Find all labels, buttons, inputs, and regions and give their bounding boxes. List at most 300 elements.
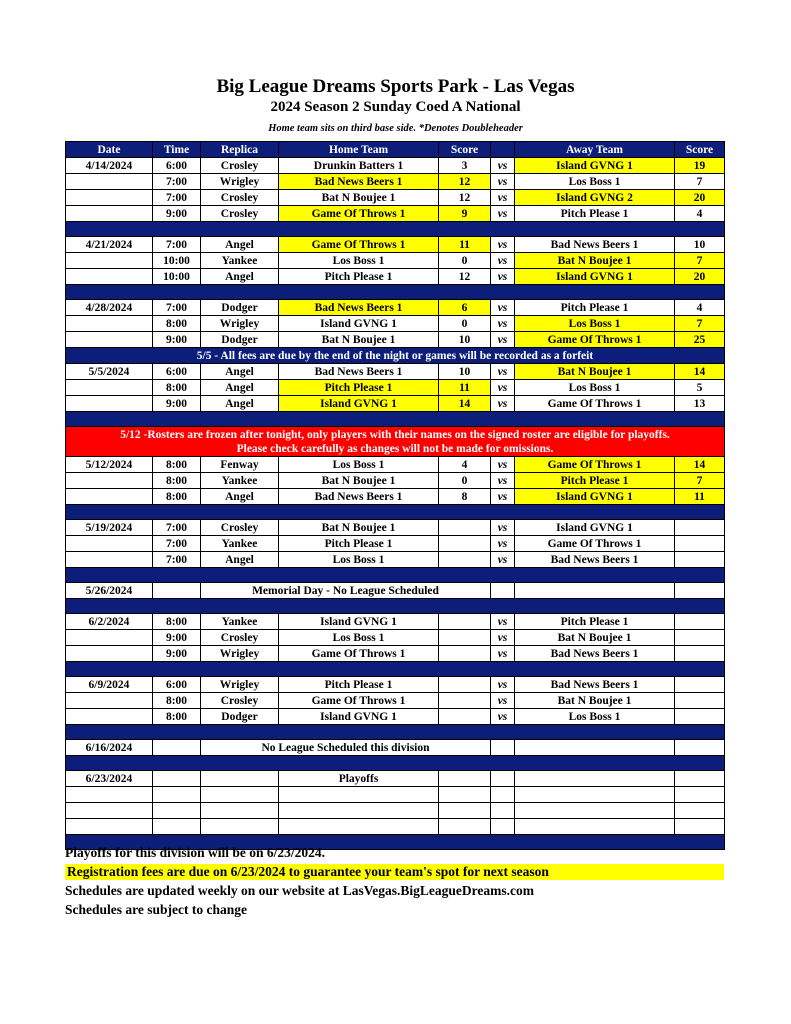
game-date — [66, 819, 153, 835]
game-time: 9:00 — [153, 646, 201, 662]
away-team — [515, 819, 675, 835]
home-team: Game Of Throws 1 — [279, 646, 439, 662]
away-team: Bat N Boujee 1 — [515, 630, 675, 646]
away-team: Island GVNG 2 — [515, 190, 675, 206]
schedule-body — [66, 158, 725, 850]
game-replica: Angel — [201, 489, 279, 505]
game-date: 5/12/2024 — [66, 457, 153, 473]
away-score — [675, 819, 725, 835]
vs-cell: vs — [491, 693, 515, 709]
home-score: 11 — [439, 380, 491, 396]
game-date: 5/5/2024 — [66, 364, 153, 380]
separator-cell — [66, 568, 725, 583]
game-time — [153, 787, 201, 803]
empty-row — [66, 803, 725, 819]
home-score — [439, 803, 491, 819]
home-team: Pitch Please 1 — [279, 536, 439, 552]
game-date — [66, 646, 153, 662]
game-time — [153, 819, 201, 835]
home-team: Los Boss 1 — [279, 552, 439, 568]
game-replica: Angel — [201, 364, 279, 380]
game-row — [66, 206, 725, 222]
away-team: Bad News Beers 1 — [515, 646, 675, 662]
home-score: 11 — [439, 237, 491, 253]
game-replica: Wrigley — [201, 174, 279, 190]
game-replica: Wrigley — [201, 646, 279, 662]
vs-cell — [491, 819, 515, 835]
away-score — [675, 740, 725, 756]
away-score: 20 — [675, 269, 725, 285]
game-date — [66, 536, 153, 552]
away-team — [515, 771, 675, 787]
away-team: Los Boss 1 — [515, 380, 675, 396]
roster-alert-row — [66, 427, 725, 443]
away-team: Bad News Beers 1 — [515, 552, 675, 568]
vs-cell — [491, 787, 515, 803]
game-row — [66, 614, 725, 630]
home-team: Bat N Boujee 1 — [279, 332, 439, 348]
home-team: Bad News Beers 1 — [279, 364, 439, 380]
home-score — [439, 819, 491, 835]
away-score — [675, 709, 725, 725]
away-score: 7 — [675, 473, 725, 489]
home-team: Game Of Throws 1 — [279, 237, 439, 253]
game-row — [66, 174, 725, 190]
game-replica: Crosley — [201, 630, 279, 646]
game-time: 8:00 — [153, 693, 201, 709]
game-date: 5/19/2024 — [66, 520, 153, 536]
vs-cell: vs — [491, 552, 515, 568]
away-team — [515, 787, 675, 803]
no-games-row — [66, 740, 725, 756]
home-score — [439, 520, 491, 536]
away-team: Game Of Throws 1 — [515, 332, 675, 348]
game-time — [153, 803, 201, 819]
away-score — [675, 693, 725, 709]
game-replica: Angel — [201, 552, 279, 568]
home-team: Bat N Boujee 1 — [279, 473, 439, 489]
game-date — [66, 316, 153, 332]
away-score: 13 — [675, 396, 725, 412]
home-score: 3 — [439, 158, 491, 174]
vs-cell: vs — [491, 677, 515, 693]
game-row — [66, 316, 725, 332]
home-team: Island GVNG 1 — [279, 316, 439, 332]
away-team: Bat N Boujee 1 — [515, 693, 675, 709]
vs-cell: vs — [491, 174, 515, 190]
game-date — [66, 380, 153, 396]
away-score — [675, 771, 725, 787]
game-replica: Angel — [201, 269, 279, 285]
roster-alert-text: 5/12 -Rosters are frozen after tonight, only players with their names on the signed roster are eligible for playoffs. — [66, 427, 725, 443]
game-date — [66, 332, 153, 348]
game-row — [66, 457, 725, 473]
home-team: Bat N Boujee 1 — [279, 190, 439, 206]
home-team: Pitch Please 1 — [279, 269, 439, 285]
game-replica: Dodger — [201, 709, 279, 725]
vs-cell: vs — [491, 536, 515, 552]
game-row — [66, 646, 725, 662]
away-score: 25 — [675, 332, 725, 348]
away-score: 7 — [675, 174, 725, 190]
game-time: 9:00 — [153, 332, 201, 348]
game-time — [153, 740, 201, 756]
vs-cell: vs — [491, 237, 515, 253]
game-time: 9:00 — [153, 630, 201, 646]
vs-cell: vs — [491, 709, 515, 725]
away-team: Island GVNG 1 — [515, 489, 675, 505]
home-score — [439, 787, 491, 803]
away-team: Game Of Throws 1 — [515, 536, 675, 552]
game-time: 8:00 — [153, 457, 201, 473]
game-time: 7:00 — [153, 536, 201, 552]
separator-band — [66, 285, 725, 300]
away-score: 7 — [675, 253, 725, 269]
home-score — [439, 709, 491, 725]
home-team: Bad News Beers 1 — [279, 489, 439, 505]
game-date: 4/21/2024 — [66, 237, 153, 253]
home-score — [439, 536, 491, 552]
game-row — [66, 332, 725, 348]
away-team: Game Of Throws 1 — [515, 396, 675, 412]
game-time: 8:00 — [153, 316, 201, 332]
away-score: 7 — [675, 316, 725, 332]
vs-cell — [491, 740, 515, 756]
separator-band — [66, 505, 725, 520]
vs-cell: vs — [491, 646, 515, 662]
game-date: 6/9/2024 — [66, 677, 153, 693]
playoff-row — [66, 771, 725, 787]
game-time: 7:00 — [153, 237, 201, 253]
vs-cell: vs — [491, 396, 515, 412]
away-score — [675, 583, 725, 599]
game-time: 7:00 — [153, 520, 201, 536]
home-team: Island GVNG 1 — [279, 709, 439, 725]
separator-band — [66, 662, 725, 677]
separator-band — [66, 412, 725, 427]
home-team: Island GVNG 1 — [279, 396, 439, 412]
separator-band — [66, 222, 725, 237]
game-time: 8:00 — [153, 614, 201, 630]
game-date — [66, 489, 153, 505]
game-date: 4/14/2024 — [66, 158, 153, 174]
game-replica: Yankee — [201, 473, 279, 489]
home-score — [439, 552, 491, 568]
vs-cell — [491, 803, 515, 819]
away-team: Island GVNG 1 — [515, 269, 675, 285]
home-score: 0 — [439, 473, 491, 489]
game-time: 9:00 — [153, 206, 201, 222]
game-date — [66, 190, 153, 206]
home-team: Island GVNG 1 — [279, 614, 439, 630]
separator-cell — [66, 725, 725, 740]
separator-band — [66, 599, 725, 614]
away-score — [675, 787, 725, 803]
vs-cell: vs — [491, 269, 515, 285]
vs-cell: vs — [491, 380, 515, 396]
game-replica: Wrigley — [201, 316, 279, 332]
away-score: 4 — [675, 300, 725, 316]
game-time: 8:00 — [153, 489, 201, 505]
game-date — [66, 253, 153, 269]
away-score — [675, 646, 725, 662]
away-team — [515, 740, 675, 756]
vs-cell: vs — [491, 614, 515, 630]
away-team: Bat N Boujee 1 — [515, 364, 675, 380]
game-row — [66, 300, 725, 316]
game-replica: Angel — [201, 396, 279, 412]
game-date: 6/23/2024 — [66, 771, 153, 787]
empty-row — [66, 819, 725, 835]
game-replica: Crosley — [201, 158, 279, 174]
no-games-message: Memorial Day - No League Scheduled — [201, 583, 491, 599]
separator-cell — [66, 412, 725, 427]
vs-cell: vs — [491, 316, 515, 332]
home-team: Bat N Boujee 1 — [279, 520, 439, 536]
home-team: Pitch Please 1 — [279, 677, 439, 693]
game-replica: Dodger — [201, 332, 279, 348]
game-row — [66, 536, 725, 552]
game-time: 8:00 — [153, 380, 201, 396]
game-row — [66, 253, 725, 269]
away-score — [675, 614, 725, 630]
separator-cell — [66, 756, 725, 771]
game-row — [66, 190, 725, 206]
game-date: 4/28/2024 — [66, 300, 153, 316]
notice-text: 5/5 - All fees are due by the end of the night or games will be recorded as a forfeit — [66, 348, 725, 364]
home-score — [439, 693, 491, 709]
game-row — [66, 693, 725, 709]
game-row — [66, 709, 725, 725]
game-date — [66, 693, 153, 709]
home-team: Los Boss 1 — [279, 457, 439, 473]
game-date — [66, 709, 153, 725]
away-score: 10 — [675, 237, 725, 253]
game-row — [66, 677, 725, 693]
game-time: 6:00 — [153, 364, 201, 380]
page-title: Big League Dreams Sports Park - Las Vegas — [216, 76, 575, 97]
col-header-date: Date — [66, 142, 153, 158]
game-row — [66, 380, 725, 396]
game-date: 6/2/2024 — [66, 614, 153, 630]
game-date — [66, 473, 153, 489]
home-score: 12 — [439, 174, 491, 190]
game-replica: Angel — [201, 380, 279, 396]
vs-cell: vs — [491, 190, 515, 206]
away-team: Bad News Beers 1 — [515, 237, 675, 253]
home-score: 12 — [439, 269, 491, 285]
game-date — [66, 206, 153, 222]
game-time: 10:00 — [153, 269, 201, 285]
home-team: Drunkin Batters 1 — [279, 158, 439, 174]
roster-alert-text: Please check carefully as changes will not be made for omissions. — [66, 442, 725, 457]
separator-cell — [66, 662, 725, 677]
playoff-label: Playoffs — [279, 771, 439, 787]
away-score — [675, 552, 725, 568]
col-header-away-team: Away Team — [515, 142, 675, 158]
home-score: 4 — [439, 457, 491, 473]
schedule-table — [65, 141, 725, 850]
game-replica: Crosley — [201, 520, 279, 536]
game-date: 5/26/2024 — [66, 583, 153, 599]
game-time: 6:00 — [153, 158, 201, 174]
col-header-home-score: Score — [439, 142, 491, 158]
footer-change-note: Schedules are subject to change — [65, 902, 247, 917]
home-team: Los Boss 1 — [279, 630, 439, 646]
vs-cell: vs — [491, 489, 515, 505]
game-replica: Dodger — [201, 300, 279, 316]
home-score: 8 — [439, 489, 491, 505]
game-date — [66, 269, 153, 285]
game-row — [66, 630, 725, 646]
game-row — [66, 473, 725, 489]
home-score: 14 — [439, 396, 491, 412]
game-date — [66, 803, 153, 819]
away-team: Bat N Boujee 1 — [515, 253, 675, 269]
game-time: 8:00 — [153, 473, 201, 489]
away-score — [675, 677, 725, 693]
away-team: Island GVNG 1 — [515, 158, 675, 174]
vs-cell: vs — [491, 473, 515, 489]
vs-cell: vs — [491, 332, 515, 348]
vs-cell — [491, 771, 515, 787]
vs-cell: vs — [491, 253, 515, 269]
away-score: 4 — [675, 206, 725, 222]
separator-band — [66, 568, 725, 583]
vs-cell: vs — [491, 158, 515, 174]
col-header-home-team: Home Team — [279, 142, 439, 158]
page-subtitle: 2024 Season 2 Sunday Coed A National — [270, 99, 521, 115]
game-replica: Yankee — [201, 614, 279, 630]
game-date — [66, 787, 153, 803]
game-time: 7:00 — [153, 190, 201, 206]
home-score — [439, 677, 491, 693]
home-team — [279, 803, 439, 819]
vs-cell: vs — [491, 457, 515, 473]
away-team: Pitch Please 1 — [515, 300, 675, 316]
header-row — [66, 142, 725, 158]
away-team: Los Boss 1 — [515, 174, 675, 190]
schedule-note: Home team sits on third base side. *Denotes Doubleheader — [268, 123, 523, 134]
game-replica — [201, 819, 279, 835]
home-team: Pitch Please 1 — [279, 380, 439, 396]
home-score: 10 — [439, 332, 491, 348]
empty-row — [66, 787, 725, 803]
vs-cell: vs — [491, 206, 515, 222]
game-date — [66, 174, 153, 190]
no-games-message: No League Scheduled this division — [201, 740, 491, 756]
away-team — [515, 583, 675, 599]
game-row — [66, 364, 725, 380]
away-score: 20 — [675, 190, 725, 206]
game-time: 8:00 — [153, 709, 201, 725]
no-games-row — [66, 583, 725, 599]
game-date — [66, 396, 153, 412]
footer-playoffs-note: Playoffs for this division will be on 6/23/2024. — [65, 845, 326, 860]
game-time: 10:00 — [153, 253, 201, 269]
vs-cell: vs — [491, 364, 515, 380]
away-score: 11 — [675, 489, 725, 505]
game-replica: Crosley — [201, 190, 279, 206]
game-date — [66, 552, 153, 568]
game-replica: Yankee — [201, 253, 279, 269]
col-header-time: Time — [153, 142, 201, 158]
home-team: Los Boss 1 — [279, 253, 439, 269]
game-time: 7:00 — [153, 174, 201, 190]
away-team: Game Of Throws 1 — [515, 457, 675, 473]
separator-band — [66, 756, 725, 771]
away-team: Pitch Please 1 — [515, 614, 675, 630]
home-score — [439, 614, 491, 630]
vs-cell — [491, 583, 515, 599]
away-score: 14 — [675, 457, 725, 473]
away-team: Los Boss 1 — [515, 316, 675, 332]
away-team: Los Boss 1 — [515, 709, 675, 725]
home-score: 12 — [439, 190, 491, 206]
col-header-vs — [491, 142, 515, 158]
game-row — [66, 520, 725, 536]
game-date: 6/16/2024 — [66, 740, 153, 756]
home-score: 9 — [439, 206, 491, 222]
footer-website-note: Schedules are updated weekly on our website at LasVegas.BigLeagueDreams.com — [65, 883, 535, 898]
away-score — [675, 803, 725, 819]
away-team: Bad News Beers 1 — [515, 677, 675, 693]
game-row — [66, 237, 725, 253]
home-score: 6 — [439, 300, 491, 316]
away-team: Island GVNG 1 — [515, 520, 675, 536]
away-team: Pitch Please 1 — [515, 206, 675, 222]
game-replica — [201, 787, 279, 803]
away-score — [675, 630, 725, 646]
home-score: 10 — [439, 364, 491, 380]
notice-row — [66, 348, 725, 364]
home-score — [439, 771, 491, 787]
game-time: 7:00 — [153, 552, 201, 568]
home-score — [439, 630, 491, 646]
home-score: 0 — [439, 316, 491, 332]
roster-alert-row — [66, 442, 725, 457]
home-team: Game Of Throws 1 — [279, 693, 439, 709]
game-replica — [201, 803, 279, 819]
away-score: 5 — [675, 380, 725, 396]
game-row — [66, 396, 725, 412]
game-replica — [201, 771, 279, 787]
col-header-replica: Replica — [201, 142, 279, 158]
separator-cell — [66, 505, 725, 520]
away-team: Pitch Please 1 — [515, 473, 675, 489]
home-team: Game Of Throws 1 — [279, 206, 439, 222]
vs-cell: vs — [491, 300, 515, 316]
away-score — [675, 520, 725, 536]
home-score: 0 — [439, 253, 491, 269]
game-row — [66, 489, 725, 505]
separator-cell — [66, 222, 725, 237]
game-replica: Crosley — [201, 693, 279, 709]
game-replica: Fenway — [201, 457, 279, 473]
separator-cell — [66, 285, 725, 300]
game-time — [153, 771, 201, 787]
away-score: 14 — [675, 364, 725, 380]
game-row — [66, 552, 725, 568]
game-time: 7:00 — [153, 300, 201, 316]
home-team: Bad News Beers 1 — [279, 174, 439, 190]
away-team — [515, 803, 675, 819]
separator-cell — [66, 599, 725, 614]
game-time: 9:00 — [153, 396, 201, 412]
vs-cell: vs — [491, 520, 515, 536]
vs-cell: vs — [491, 630, 515, 646]
game-time — [153, 583, 201, 599]
